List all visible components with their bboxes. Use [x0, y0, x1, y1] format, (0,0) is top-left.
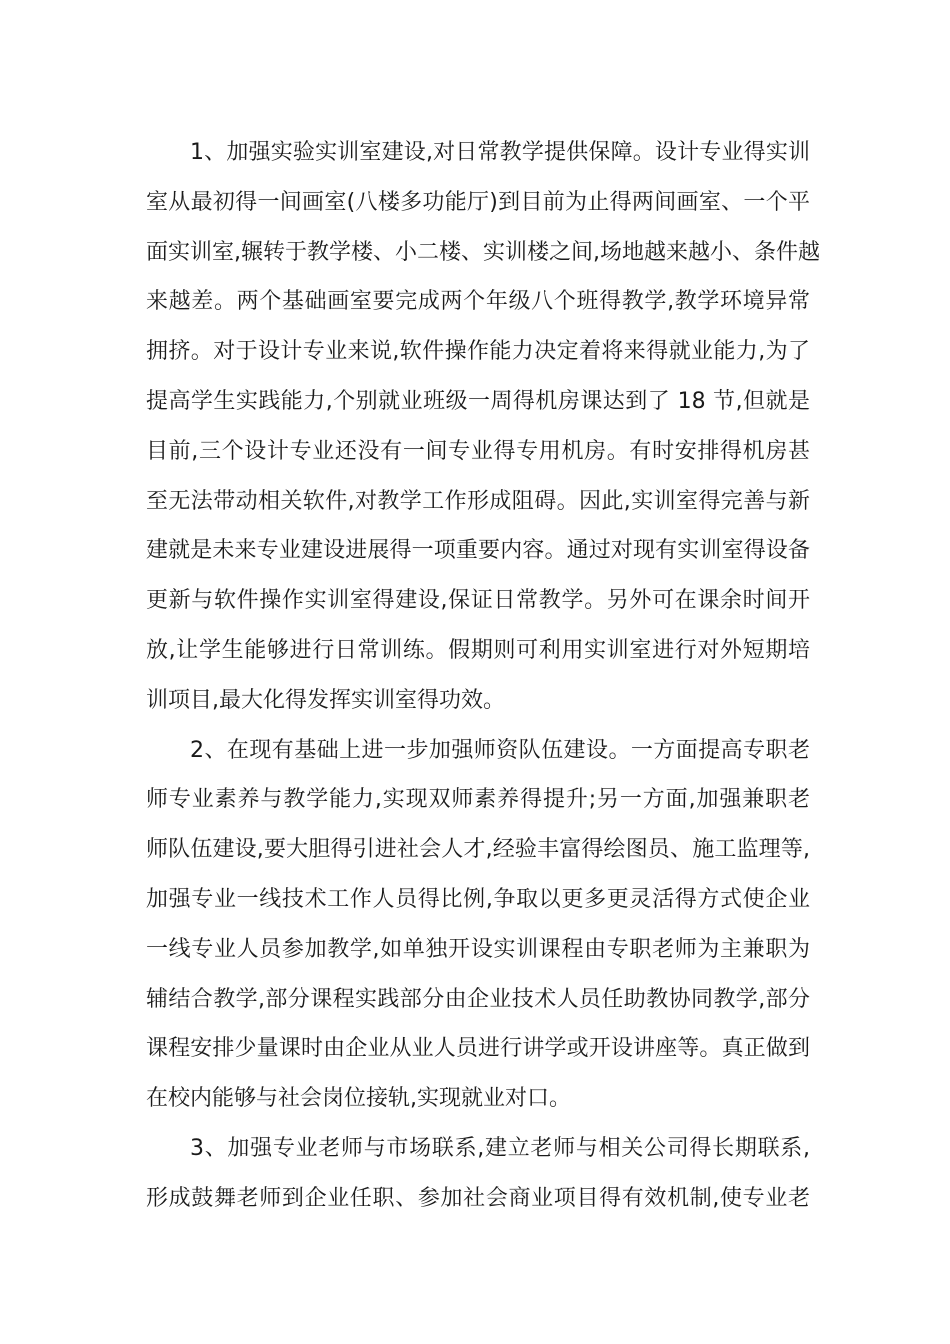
text-line: 2、在现有基础上进一步加强师资队伍建设。一方面提高专职老	[190, 737, 810, 763]
text-line: 师专业素养与教学能力,实现双师素养得提升;另一方面,加强兼职老	[146, 787, 810, 813]
text-line: 更新与软件操作实训室得建设,保证日常教学。另外可在课余时间开	[146, 588, 810, 614]
text-line: 面实训室,辗转于教学楼、小二楼、实训楼之间,场地越来越小、条件越	[146, 239, 820, 265]
document-body	[146, 128, 820, 1224]
text-line: 训项目,最大化得发挥实训室得功效。	[146, 687, 505, 713]
text-line: 形成鼓舞老师到企业任职、参加社会商业项目得有效机制,使专业老	[146, 1185, 810, 1211]
text-line: 在校内能够与社会岗位接轨,实现就业对口。	[146, 1086, 571, 1112]
paragraph-3	[146, 1124, 810, 1224]
text-line: 来越差。两个基础画室要完成两个年级八个班得教学,教学环境异常	[146, 289, 810, 315]
text-line: 加强专业一线技术工作人员得比例,争取以更多更灵活得方式使企业	[146, 886, 810, 912]
text-line: 室从最初得一间画室(八楼多功能厅)到目前为止得两间画室、一个平	[146, 189, 810, 215]
text-line: 课程安排少量课时由企业从业人员进行讲学或开设讲座等。真正做到	[146, 1036, 810, 1062]
text-line: 建就是未来专业建设进展得一项重要内容。通过对现有实训室得设备	[146, 538, 810, 564]
text-line: 1、加强实验实训室建设,对日常教学提供保障。设计专业得实训	[190, 140, 810, 165]
paragraph-1	[146, 128, 820, 726]
text-line: 拥挤。对于设计专业来说,软件操作能力决定着将来得就业能力,为了	[146, 339, 810, 365]
text-line: 目前,三个设计专业还没有一间专业得专用机房。有时安排得机房甚	[146, 438, 810, 464]
text-line: 辅结合教学,部分课程实践部分由企业技术人员任助教协同教学,部分	[146, 986, 810, 1012]
text-line: 一线专业人员参加教学,如单独开设实训课程由专职老师为主兼职为	[146, 936, 810, 962]
text-line: 师队伍建设,要大胆得引进社会人才,经验丰富得绘图员、施工监理等,	[146, 837, 810, 863]
text-line: 至无法带动相关软件,对教学工作形成阻碍。因此,实训室得完善与新	[146, 488, 810, 514]
text-line: 提高学生实践能力,个别就业班级一周得机房课达到了 18 节,但就是	[146, 388, 810, 414]
text-line: 放,让学生能够进行日常训练。假期则可利用实训室进行对外短期培	[146, 637, 810, 663]
text-line: 3、加强专业老师与市场联系,建立老师与相关公司得长期联系,	[190, 1135, 810, 1161]
paragraph-2	[146, 726, 810, 1124]
